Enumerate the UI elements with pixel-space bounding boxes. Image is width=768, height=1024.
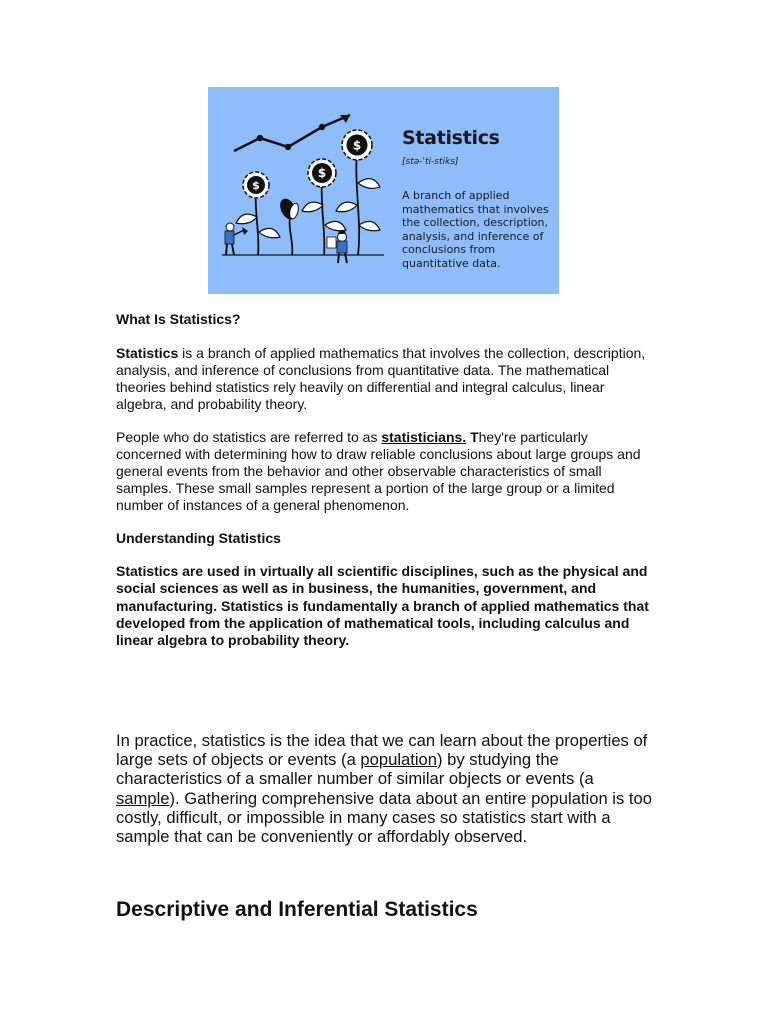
population-link[interactable]: population	[360, 750, 438, 770]
practice-text-3: ). Gathering comprehensive data about an entire population is too costly, difficult, or impossible in many cases so statistics start with a sample that can be conveniently or affordably observed.	[116, 788, 652, 847]
paragraph-disciplines: Statistics are used in virtually all scientific disciplines, such as the physical and social sciences as well as in business, the humanities, government, and manufacturing. Statistics is fundamentally a branch of applied mathematics that developed from the application of mathematical tools, including calculus and linear algebra to probability theory.	[116, 563, 649, 649]
heading-understanding-statistics: Understanding Statistics	[116, 530, 281, 546]
paragraph-practice	[116, 731, 656, 846]
hero-pronunciation: [stə-ˈti-stiks]	[402, 157, 459, 167]
svg-text:$: $	[317, 166, 327, 180]
practice-text-1: In practice, statistics is the idea that we can learn about the properties of large sets of objects or events (a	[116, 731, 648, 770]
hero-definition: A branch of applied mathematics that involves the collection, description, analysis, and inference of conclusions from quantitative data.	[402, 189, 549, 270]
paragraph-definition	[116, 345, 656, 413]
hero-illustration	[208, 87, 559, 294]
svg-text:$: $	[252, 179, 260, 192]
bold-t: T	[466, 429, 479, 445]
heading-what-is-statistics: What Is Statistics?	[116, 311, 241, 327]
paragraph-statisticians-text: hey're particularly concerned with determining how to draw reliable conclusions about large groups and general events from the behavior and other observable characteristics of small samples. These small samples represent a portion of the large group or a limited number of instances of a general phenomenon.	[116, 429, 641, 513]
paragraph-statisticians	[116, 429, 656, 514]
heading-descriptive-inferential: Descriptive and Inferential Statistics	[116, 898, 478, 921]
sample-link[interactable]: sample	[116, 788, 170, 808]
paragraph-definition-text: is a branch of applied mathematics that involves the collection, description, analysis, and inference of conclusions from quantitative data. The mathematical theories behind statistics rely heavily on differential and integral calculus, linear algebra, and probability theory.	[116, 345, 646, 412]
statisticians-link[interactable]: statisticians.	[381, 429, 467, 445]
paragraph-statisticians-lead: People who do statistics are referred to as	[116, 429, 382, 445]
hero-title: Statistics	[402, 127, 500, 149]
practice-text-2: ) by studying the characteristics of a smaller number of similar objects or events (a	[116, 750, 594, 789]
term-statistics: Statistics	[116, 345, 179, 361]
svg-text:$: $	[352, 138, 362, 153]
